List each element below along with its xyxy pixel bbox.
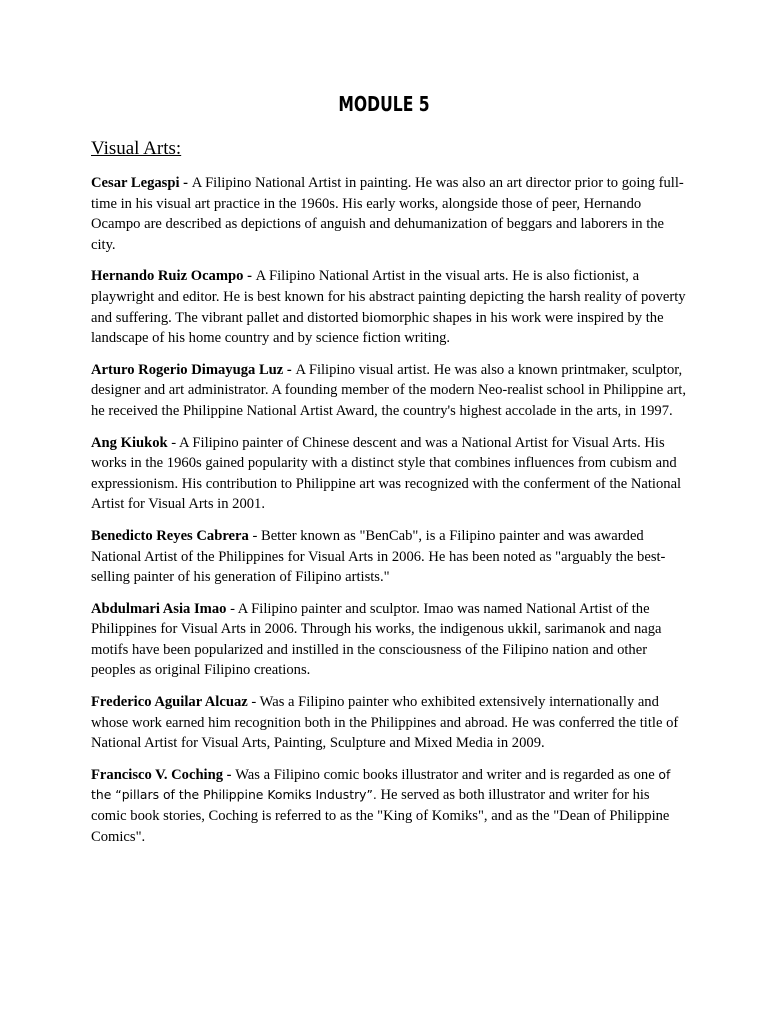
artist-description: Was a Filipino painter who exhibited extensively internationally and whose work earned him recognition both in the Philippines and abroad. He was conferred the title of National Artist for Visual Arts, Painting, Sculpture and Mixed Media in 2009. (91, 694, 679, 752)
entry-separator: - (248, 527, 261, 544)
artist-name: Cesar Legaspi (91, 175, 180, 191)
artist-description: Better known as "BenCab", is a Filipino painter and was awarded National Artist of the Philippines for Visual Arts in 2006. He has been noted as "arguably the best-selling painter of his generation of Filipino artists." (91, 527, 666, 586)
entry-separator: - (179, 175, 192, 191)
artist-name: Benedicto Reyes Cabrera (91, 527, 249, 544)
entry-separator: - (283, 361, 296, 378)
artist-description: A Filipino painter of Chinese descent and was a National Artist for Visual Arts. His works in the 1960s gained popularity with a distinct style that combines influences from cubism and expressionism. His contribution to Philippine art was recognized with the conferment of the National Artist for Visual Arts in 2001. (91, 434, 682, 513)
entry-separator: - (247, 694, 260, 711)
artist-name: Hernando Ruiz Ocampo (91, 268, 244, 285)
artist-entry (91, 765, 687, 847)
artist-entry (91, 526, 687, 588)
artist-name: Arturo Rogerio Dimayuga Luz (91, 361, 284, 378)
artist-description-quote: of the “pillars of the Philippine Komiks Industry”. (91, 766, 671, 803)
artist-description: Was a Filipino comic books illustrator and writer and is regarded as one (235, 766, 659, 783)
artist-description: A Filipino National Artist in painting. He was also an art director prior to going full-time in his visual art practice in the 1960s. His early works, alongside those of peer, Hernando Ocampo are described as depictions of anguish and dehumanization of beggars and laborers in the city. (91, 175, 684, 253)
section-heading: Visual Arts: (91, 138, 182, 159)
artist-name: Ang Kiukok (91, 434, 168, 451)
entries-list (91, 173, 687, 858)
artist-name: Francisco V. Coching (91, 766, 224, 783)
artist-description: A Filipino painter and sculptor. Imao was named National Artist of the Philippines for Visual Arts in 2006. Through his works, the indigenous ukkil, sarimanok and naga motifs have been popularized and instilled in the consciousness of the Filipino nation and other peoples as original Filipino creations. (91, 600, 662, 679)
entry-separator: - (167, 434, 180, 451)
artist-entry (91, 360, 687, 422)
artist-description: A Filipino National Artist in the visual arts. He is also fictionist, a playwright and editor. He is best known for his abstract painting depicting the harsh reality of poverty and suffering. The vibrant pallet and distorted biomorphic shapes in his work were inspired by the landscape of his home country and by science fiction writing. (91, 268, 686, 347)
module-title: MODULE 5 (338, 92, 430, 116)
artist-entry (91, 173, 687, 255)
artist-entry (91, 433, 687, 515)
artist-description-continued: He served as both illustrator and writer for his comic book stories, Coching is referred to as the "King of Komiks", and as the "Dean of Philippine Comics". (91, 787, 670, 845)
entry-separator: - (226, 600, 238, 617)
artist-entry (91, 266, 687, 348)
artist-name: Frederico Aguilar Alcuaz (91, 694, 248, 711)
entry-separator: - (243, 268, 256, 285)
artist-entry (91, 599, 687, 681)
artist-description: A Filipino visual artist. He was also a known printmaker, sculptor, designer and art administrator. A founding member of the modern Neo-realist school in Philippine art, he received the Philippine National Artist Award, the country's highest accolade in the arts, in 1997. (91, 361, 686, 419)
artist-entry (91, 692, 687, 754)
artist-name: Abdulmari Asia Imao (91, 600, 227, 617)
entry-separator: - (223, 766, 236, 783)
